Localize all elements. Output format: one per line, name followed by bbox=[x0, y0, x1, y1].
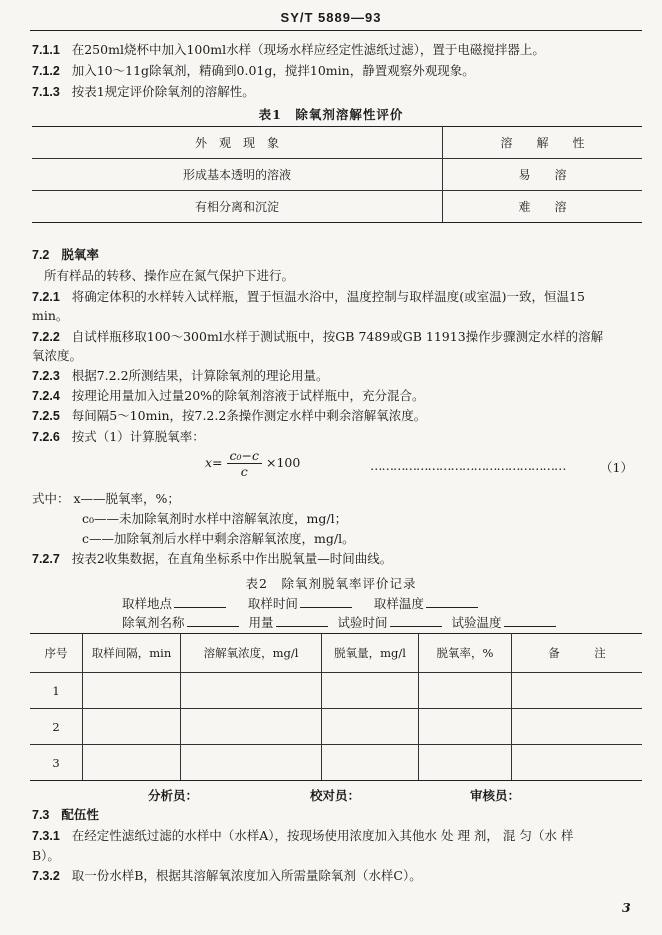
table-row bbox=[32, 159, 642, 191]
table1 bbox=[32, 126, 642, 223]
clause-number: 7.2.7 bbox=[32, 552, 60, 566]
field-test-time: 试验时间 bbox=[337, 615, 388, 630]
record-fields-row1 bbox=[122, 594, 484, 612]
table2 bbox=[30, 633, 642, 781]
clause-number: 7.2.4 bbox=[32, 389, 60, 403]
section-number: 7.3 bbox=[32, 808, 50, 822]
clause-text-line1: 自试样瓶移取100～300ml水样于测试瓶中，按GB 7489或GB 11913操作步骤测定水样的溶解 bbox=[71, 329, 604, 344]
header-rule bbox=[30, 30, 642, 31]
table-cell bbox=[322, 709, 419, 745]
clause-7-2-3 bbox=[32, 366, 329, 384]
clause-text: 按表2收集数据，在直角坐标系中作出脱氧量—时间曲线。 bbox=[71, 551, 393, 566]
formula-multiplier: ×100 bbox=[266, 455, 301, 470]
table-header-cell: 取样间隔，min bbox=[83, 634, 181, 673]
table-header-cell: 脱氧率，% bbox=[419, 634, 512, 673]
clause-number: 7.2.5 bbox=[32, 409, 60, 423]
clause-7-2-6 bbox=[32, 427, 205, 445]
table-header-cell: 外 观 现 象 bbox=[32, 127, 443, 159]
table-cell bbox=[512, 745, 643, 781]
legend-x: x——脱氧率，%； bbox=[73, 491, 180, 506]
clause-7-2-2 bbox=[32, 327, 603, 345]
standard-code-header: SY/T 5889—93 bbox=[280, 10, 382, 25]
clause-7-2-5 bbox=[32, 406, 426, 424]
clause-text-line1: 将确定体积的水样转入试样瓶，置于恒温水浴中，温度控制与取样温度(或室温)一致，恒温15 bbox=[71, 289, 585, 304]
formula-numerator: c₀−c bbox=[227, 448, 263, 464]
field-sampling-location: 取样地点 bbox=[122, 596, 173, 611]
clause-text: 加入10～11g除氧剂，精确到0.01g，搅拌10min，静置观察外观现象。 bbox=[71, 63, 475, 78]
blank-line bbox=[187, 616, 239, 627]
formula-legend bbox=[32, 489, 180, 507]
table-cell bbox=[322, 745, 419, 781]
clause-7-3-1-cont: B）。 bbox=[32, 848, 60, 863]
section-title: 配伍性 bbox=[61, 807, 99, 822]
table-cell bbox=[419, 709, 512, 745]
clause-number: 7.3.1 bbox=[32, 829, 60, 843]
table-header-cell: 脱氧量，mg/l bbox=[322, 634, 419, 673]
formula-1 bbox=[205, 448, 300, 479]
clause-number: 7.2.2 bbox=[32, 330, 60, 344]
clause-number: 7.1.2 bbox=[32, 64, 60, 78]
clause-number: 7.2.1 bbox=[32, 290, 60, 304]
table1-caption: 表1 除氧剂溶解性评价 bbox=[258, 107, 404, 122]
row-index: 2 bbox=[30, 709, 83, 745]
clause-number: 7.1.3 bbox=[32, 85, 60, 99]
clause-7-2-2-cont: 氧浓度。 bbox=[32, 348, 83, 363]
table2-caption: 表2 除氧剂脱氧率评价记录 bbox=[245, 576, 417, 591]
clause-text: 按式（1）计算脱氧率： bbox=[71, 429, 205, 444]
clause-number: 7.3.2 bbox=[32, 869, 60, 883]
clause-text-line1: 在经定性滤纸过滤的水样中（水样A），按现场使用浓度加入其他水 处 理 剂， 混 匀（水 样 bbox=[71, 828, 574, 843]
table-header-cell: 备 注 bbox=[512, 634, 643, 673]
clause-text: 每间隔5～10min，按7.2.2条操作测定水样中剩余溶解氧浓度。 bbox=[71, 408, 427, 423]
legend-c0: c₀——未加除氧剂时水样中溶解氧浓度，mg/l； bbox=[82, 511, 348, 526]
clause-7-1-2 bbox=[32, 61, 475, 79]
table-cell bbox=[181, 745, 322, 781]
table-header-cell: 序号 bbox=[30, 634, 83, 673]
clause-text: 在250ml烧杯中加入100ml水样（现场水样应经定性滤纸过滤），置于电磁搅拌器上。 bbox=[71, 42, 545, 57]
table-cell bbox=[83, 745, 181, 781]
table-header-row bbox=[32, 127, 642, 159]
table-row bbox=[32, 191, 642, 223]
signature-checker: 校对员： bbox=[310, 788, 361, 803]
table-row bbox=[30, 709, 642, 745]
section-7-3-heading bbox=[32, 805, 99, 823]
row-index: 3 bbox=[30, 745, 83, 781]
record-fields-row2 bbox=[122, 613, 562, 631]
row-index: 1 bbox=[30, 673, 83, 709]
clause-text: 按理论用量加入过量20%的除氧剂溶液于试样瓶中，充分混合。 bbox=[71, 388, 425, 403]
field-sampling-time: 取样时间 bbox=[247, 596, 298, 611]
table-cell: 有相分离和沉淀 bbox=[32, 191, 443, 223]
clause-number: 7.2.6 bbox=[32, 430, 60, 444]
table-cell bbox=[83, 673, 181, 709]
formula-leader-dots: …………………………………………… bbox=[370, 458, 566, 473]
clause-7-2-4 bbox=[32, 386, 425, 404]
table-cell bbox=[419, 673, 512, 709]
clause-number: 7.2.3 bbox=[32, 369, 60, 383]
table-cell bbox=[181, 673, 322, 709]
clause-7-1-1 bbox=[32, 40, 545, 58]
clause-text: 根据7.2.2所测结果，计算除氧剂的理论用量。 bbox=[71, 368, 329, 383]
table-cell: 难 溶 bbox=[443, 191, 643, 223]
blank-line bbox=[276, 616, 328, 627]
table-cell: 形成基本透明的溶液 bbox=[32, 159, 443, 191]
table-cell bbox=[419, 745, 512, 781]
blank-line bbox=[300, 597, 352, 608]
field-agent-name: 除氧剂名称 bbox=[122, 615, 185, 630]
section-number: 7.2 bbox=[32, 248, 50, 262]
blank-line bbox=[390, 616, 442, 627]
table-header-cell: 溶 解 性 bbox=[443, 127, 643, 159]
table-header-cell: 溶解氧浓度，mg/l bbox=[181, 634, 322, 673]
table-row bbox=[30, 673, 642, 709]
clause-7-3-2 bbox=[32, 866, 422, 884]
section-7-2-intro: 所有样品的转移、操作应在氮气保护下进行。 bbox=[44, 268, 295, 283]
formula-denominator: c bbox=[240, 464, 248, 479]
legend-prefix: 式中： bbox=[32, 491, 70, 506]
blank-line bbox=[504, 616, 556, 627]
formula-lhs: x= bbox=[205, 455, 223, 470]
table-cell bbox=[322, 673, 419, 709]
section-7-2-heading bbox=[32, 245, 99, 263]
clause-7-1-3 bbox=[32, 82, 255, 100]
table-cell bbox=[512, 673, 643, 709]
legend-c: c——加除氧剂后水样中剩余溶解氧浓度，mg/l。 bbox=[82, 531, 355, 546]
table-header-row bbox=[30, 634, 642, 673]
signature-analyst: 分析员： bbox=[148, 788, 199, 803]
table-cell bbox=[181, 709, 322, 745]
blank-line bbox=[426, 597, 478, 608]
clause-text: 按表1规定评价除氧剂的溶解性。 bbox=[71, 84, 255, 99]
clause-7-2-1-cont: min。 bbox=[32, 308, 69, 323]
page-number: 3 bbox=[622, 900, 631, 915]
formula-fraction bbox=[227, 448, 263, 479]
field-dosage: 用量 bbox=[248, 615, 274, 630]
clause-7-2-1 bbox=[32, 287, 585, 305]
clause-number: 7.1.1 bbox=[32, 43, 60, 57]
clause-text: 取一份水样B，根据其溶解氧浓度加入所需量除氧剂（水样C）。 bbox=[71, 868, 422, 883]
clause-7-2-7 bbox=[32, 549, 392, 567]
blank-line bbox=[174, 597, 226, 608]
table-cell bbox=[83, 709, 181, 745]
table-row bbox=[30, 745, 642, 781]
clause-7-3-1 bbox=[32, 826, 573, 844]
table-cell: 易 溶 bbox=[443, 159, 643, 191]
formula-equation-number: （1） bbox=[600, 460, 633, 475]
field-test-temperature: 试验温度 bbox=[451, 615, 502, 630]
section-title: 脱氧率 bbox=[61, 247, 99, 262]
signature-reviewer: 审核员： bbox=[470, 788, 521, 803]
field-sampling-temperature: 取样温度 bbox=[373, 596, 424, 611]
table-cell bbox=[512, 709, 643, 745]
